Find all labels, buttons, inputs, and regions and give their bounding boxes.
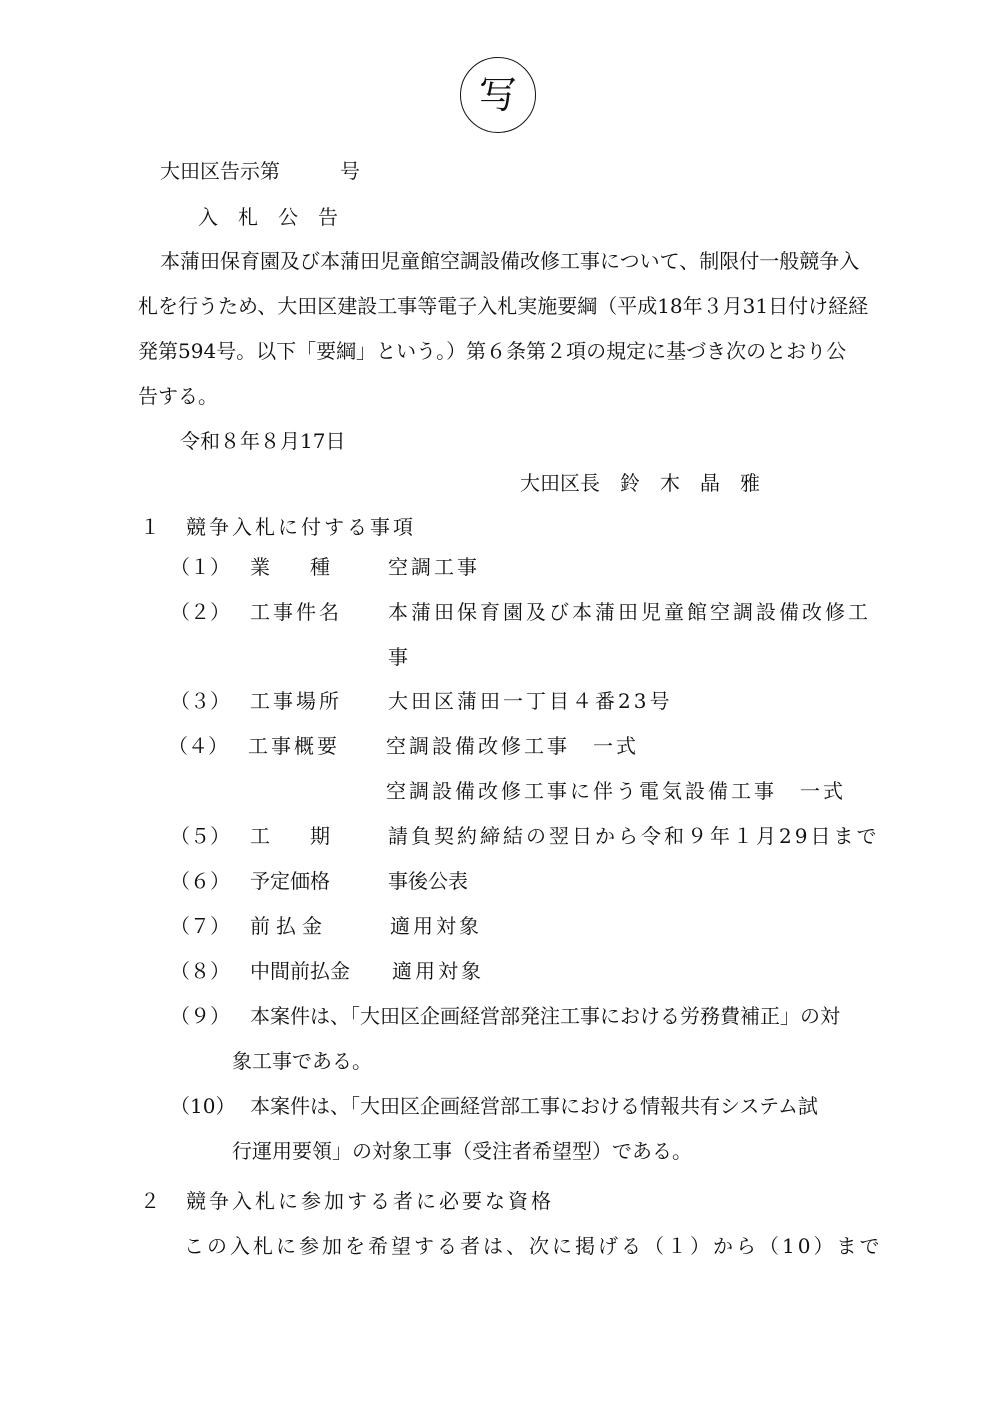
intro-line: 発第594号。以下「要綱」という。）第６条第２項の規定に基づき次のとおり公	[138, 339, 847, 363]
intro-line: 告する。	[138, 384, 218, 408]
item-label: 工 期	[250, 824, 330, 848]
item-label: 業 種	[250, 555, 330, 579]
section-1-title: １ 競争入札に付する事項	[140, 515, 416, 539]
item-value: 大田区蒲田一丁目４番23号	[388, 689, 673, 713]
item-value: 空調工事	[388, 555, 480, 579]
item-text-continued: 象工事である。	[232, 1049, 372, 1073]
item-value: 適用対象	[390, 914, 482, 938]
item-text: 本案件は、「大田区企画経営部発注工事における労務費補正」の対	[250, 1004, 840, 1028]
notice-number: 大田区告示第 号	[160, 159, 360, 183]
item-value: 本蒲田保育園及び本蒲田児童館空調設備改修工	[388, 600, 871, 624]
copy-stamp-text: 写	[478, 73, 517, 117]
item-number: （６）	[170, 869, 230, 893]
signatory: 大田区長 鈴 木 晶 雅	[520, 471, 760, 495]
copy-stamp	[460, 57, 536, 133]
item-number: （５）	[170, 824, 230, 848]
section-2-text: この入札に参加を希望する者は、次に掲げる（１）から（10）まで	[184, 1234, 883, 1258]
item-number: （４）	[168, 734, 228, 758]
item-value-continued: 空調設備改修工事に伴う電気設備工事 一式	[386, 779, 846, 803]
item-value: 事後公表	[388, 869, 468, 893]
document-heading: 入 札 公 告	[198, 205, 338, 229]
section-2-title: ２ 競争入札に参加する者に必要な資格	[140, 1189, 554, 1213]
item-label: 工事件名	[250, 600, 342, 624]
item-value: 空調設備改修工事 一式	[386, 734, 639, 758]
item-label: 前払金	[250, 914, 328, 938]
item-text: 本案件は、「大田区企画経営部工事における情報共有システム試	[250, 1094, 818, 1118]
item-number: （１）	[170, 555, 230, 579]
item-label: 予定価格	[250, 869, 330, 893]
item-number: （３）	[170, 689, 230, 713]
item-number: （２）	[170, 600, 230, 624]
item-value-continued: 事	[388, 645, 408, 669]
item-value: 請負契約締結の翌日から令和９年１月29日まで	[388, 824, 880, 848]
item-label: 工事場所	[250, 689, 342, 713]
item-number: （７）	[170, 914, 230, 938]
intro-line: 本蒲田保育園及び本蒲田児童館空調設備改修工事について、制限付一般競争入	[160, 249, 860, 273]
item-number: （８）	[170, 959, 230, 983]
intro-line: 札を行うため、大田区建設工事等電子入札実施要綱（平成18年３月31日付け経経	[138, 294, 869, 318]
notice-date: 令和８年８月17日	[180, 429, 346, 453]
item-text-continued: 行運用要領」の対象工事（受注者希望型）である。	[232, 1139, 692, 1163]
item-label: 中間前払金	[250, 959, 350, 983]
item-number: （９）	[170, 1004, 230, 1028]
item-label: 工事概要	[248, 734, 340, 758]
item-value: 適用対象	[392, 959, 484, 983]
item-number: （10）	[170, 1094, 236, 1118]
